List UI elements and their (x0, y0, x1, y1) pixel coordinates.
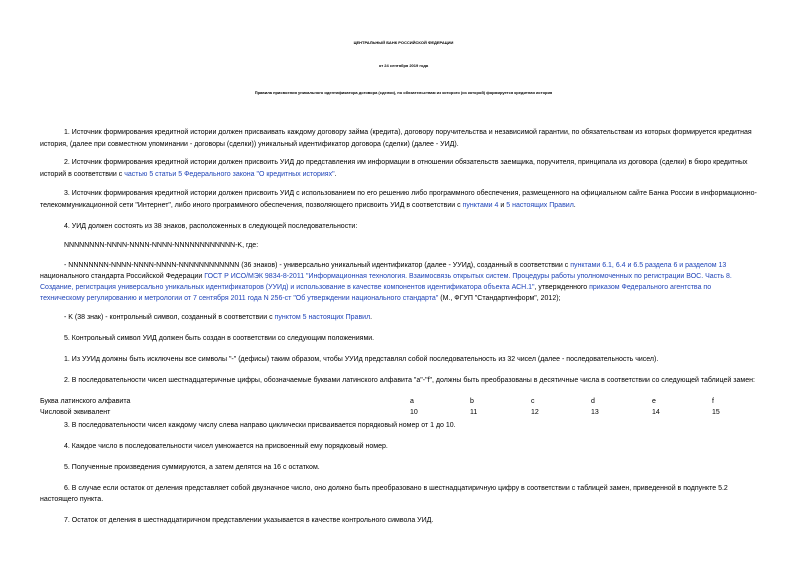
paragraph-5: 5. Контрольный символ УИД должен быть создан в соответствии со следующим положениями. (64, 335, 375, 342)
step-5: 5. Полученные произведения суммируются, а затем делятся на 16 с остатком. (64, 464, 320, 471)
control-symbol-definition: - K (38 знак) - контрольный символ, созданный в соответствии с пунктом 5 настоящих Правил. (64, 314, 373, 321)
document-title: Правила присвоения уникального идентификатора договора (сделки), по обязательствам из которого (из которой) формируется кредитная история (254, 90, 553, 95)
law-link[interactable]: частью 5 статьи 5 Федерального закона "О кредитных историях" (124, 171, 335, 178)
table-cell: 12 (531, 409, 539, 416)
step-6-line-2: настоящего пункта. (40, 496, 104, 503)
paragraph-1-line-2: история, (далее при совместном упоминании - договоры (сделки)) уникальный идентификатор договора (сделки) (далее - УИД). (40, 141, 459, 148)
date-heading: от 24 сентября 2019 года (378, 63, 429, 68)
rule-4-link[interactable]: пунктами 4 (462, 202, 499, 209)
table-cell: e (652, 398, 656, 405)
uuid-definition-line-4: техническому регулированию и метрологии от 7 сентября 2011 года N 256-ст "Об утверждении национального стандарта" (М., ФГУП "Стандартинформ", 2012); (40, 295, 561, 302)
step-7: 7. Остаток от деления в шестнадцатиричном представлении указывается в качестве контрольного символа УИД. (64, 517, 434, 524)
uuid-definition-line-1: - NNNNNNNN-NNNN-NNNN-NNNN-NNNNNNNNNNNN (36 знаков) - универсально уникальный идентификатор (далее - УУИд), созданный в соответствии с пунктами 6.1, 6.4 и 6.5 раздела 6 и разделом 13 (64, 262, 727, 269)
rule-5-link[interactable]: 5 настоящих Правил (506, 202, 574, 209)
gost-link[interactable]: ГОСТ Р ИСО/МЭК 9834-8-2011 "Информационная технология. Взаимосвязь открытых систем. Процедуры работы уполномоченных по регистрации ВОС. Часть 8. (204, 273, 732, 280)
paragraph-1-line-1: 1. Источник формирования кредитной истории должен присваивать каждому договору займа (кредита), договору поручительства и независимой гарантии, по обязательствам из которых формируется кредитная (64, 129, 752, 136)
standard-sections-link[interactable]: пунктами 6.1, 6.4 и 6.5 раздела 6 и разделом 13 (570, 262, 727, 269)
table-cell: 15 (712, 409, 720, 416)
paragraph-3-line-1: 3. Источник формирования кредитной истории должен присвоить УИД с использованием по его решению либо программного обеспечения, размещенного на официальном сайте Банка России в информационно- (64, 190, 757, 197)
table-cell: 14 (652, 409, 660, 416)
table-cell: d (591, 398, 595, 405)
order-link[interactable]: приказом Федерального агентства по (589, 284, 712, 291)
gost-title-link[interactable]: Создание, регистрация универсально уникальных идентификаторов (УУИд) и использование в качестве компонентов идентификатора объекта АСН.1" (40, 284, 535, 291)
table-cell: 13 (591, 409, 599, 416)
replacement-table (40, 397, 780, 419)
rule-5-point-link[interactable]: пунктом 5 настоящих Правил (274, 314, 371, 321)
table-cell: 11 (470, 409, 478, 416)
order-title-link[interactable]: техническому регулированию и метрологии от 7 сентября 2011 года N 256-ст "Об утверждении национального стандарта" (40, 295, 439, 302)
issuer-heading: ЦЕНТРАЛЬНЫЙ БАНК РОССИЙСКОЙ ФЕДЕРАЦИИ (353, 40, 454, 45)
table-cell: f (712, 398, 714, 405)
step-4: 4. Каждое число в последовательности чисел умножается на присвоенный ему порядковый номер. (64, 443, 388, 450)
table-row-label: Числовой эквивалент (40, 409, 111, 416)
paragraph-4: 4. УИД должен состоять из 38 знаков, расположенных в следующей последовательности: (64, 223, 358, 230)
paragraph-2-line-1: 2. Источник формирования кредитной истории должен присвоить УИД до представления им информации в отношении обязательств заемщика, поручителя, принципала из договора (сделки) в бюро кредитных (64, 159, 748, 166)
table-row-label: Буква латинского алфавита (40, 398, 131, 405)
paragraph-3-line-2: телекоммуникационной сети "Интернет", либо иного программного обеспечения, позволяющего присвоить УИД в соответствии с пунктами 4 и 5 настоящих Правил. (40, 202, 576, 209)
uid-format: NNNNNNNN-NNNN-NNNN-NNNN-NNNNNNNNNNNN-K, где: (64, 242, 259, 249)
step-3: 3. В последовательности чисел каждому числу слева направо циклически присваивается порядковый номер от 1 до 10. (64, 422, 456, 429)
table-cell: 10 (410, 409, 418, 416)
uuid-definition-line-3: Создание, регистрация универсально уникальных идентификаторов (УУИд) и использование в качестве компонентов идентификатора объекта АСН.1", утвержденного приказом Федерального агентства по (40, 284, 712, 291)
uuid-definition-line-2: национального стандарта Российской Федерации ГОСТ Р ИСО/МЭК 9834-8-2011 "Информационная технология. Взаимосвязь открытых систем. Процедуры работы уполномоченных по регистрации ВОС. Часть 8. (40, 273, 732, 280)
step-6-line-1: 6. В случае если остаток от деления представляет собой двузначное число, оно должно быть преобразовано в шестнадцатиричную цифру в соответствии с таблицей замен, приведенной в подпункте 5.2 (64, 485, 728, 492)
paragraph-2-line-2: историй в соответствии с частью 5 статьи 5 Федерального закона "О кредитных историях". (40, 171, 337, 178)
step-2: 2. В последовательности чисел шестнадцатеричные цифры, обозначаемые буквами латинского алфавита "a"-"f", должны быть преобразованы в десятичные числа в соответствии со следующей таблицей замен: (64, 377, 755, 384)
table-cell: b (470, 398, 474, 405)
paragraph-2-text: историй в соответствии с (40, 171, 125, 178)
table-cell: c (531, 398, 535, 405)
step-1: 1. Из УУИд должны быть исключены все символы "-" (дефисы) таким образом, чтобы УУИд представлял собой последовательность из 32 чисел (далее - последовательность чисел). (64, 356, 659, 363)
table-cell: a (410, 398, 414, 405)
